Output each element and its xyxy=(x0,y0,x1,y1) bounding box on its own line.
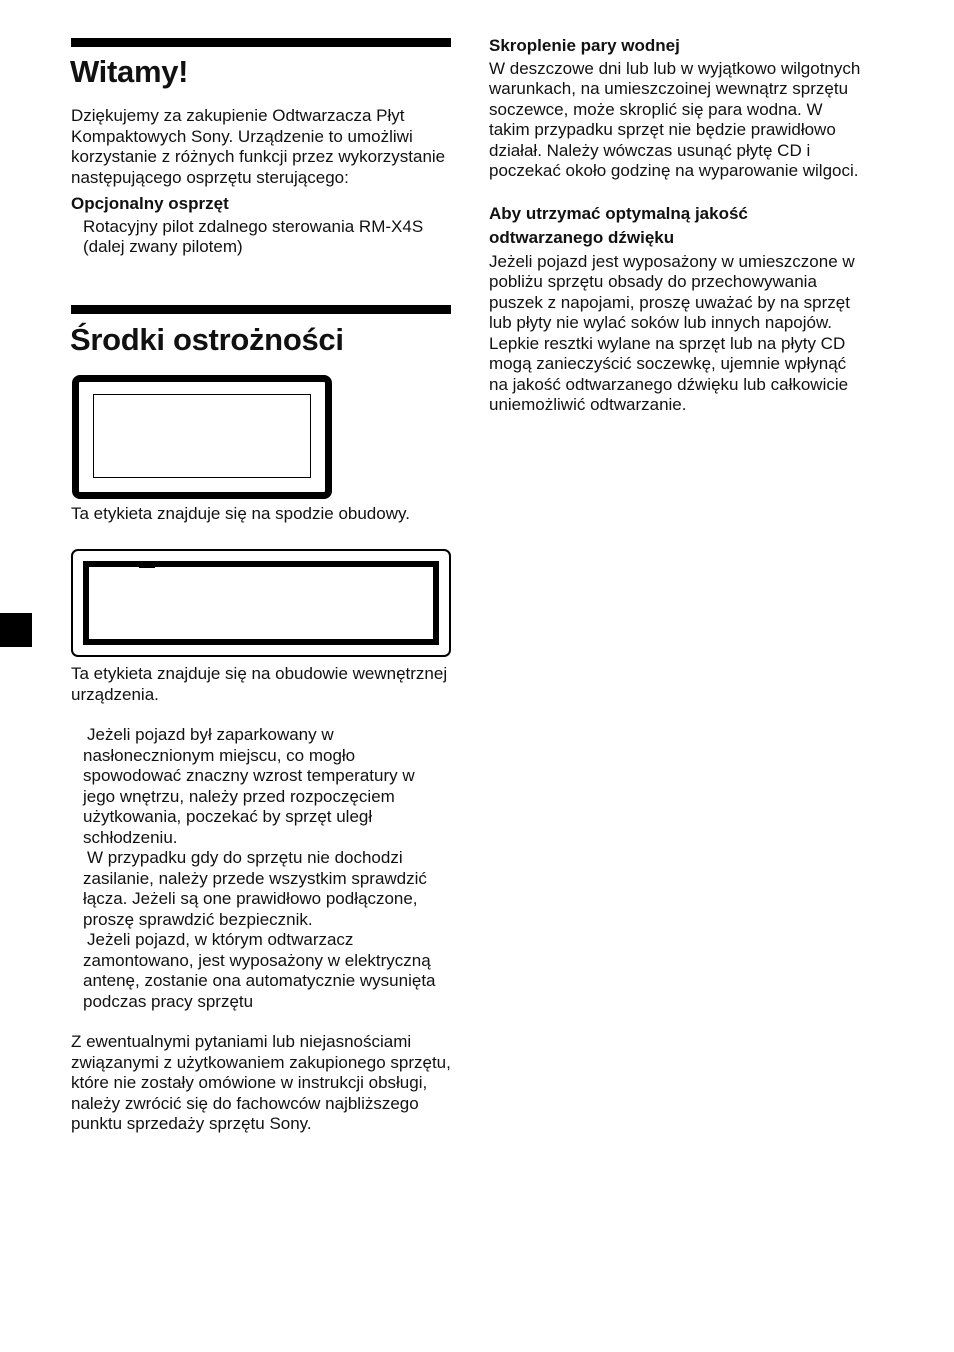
welcome-text: Dziękujemy za zakupienie Odtwarzacza Płyt Kompaktowych Sony. Urządzenie to umożliwi korzystanie z różnych funkcji przez wykorzystanie następującego osprzętu sterującego: xyxy=(71,106,446,187)
precautions-bullet-list xyxy=(71,725,451,1012)
page-edge-tab xyxy=(0,613,32,647)
caution-label-inner xyxy=(93,394,311,478)
caution-label-image xyxy=(72,375,332,499)
quality-text: Jeżeli pojazd jest wyposażony w umieszczone w pobliżu sprzętu obsady do przechowywania puszek z napojami, proszę uważać by na sprzęt lub płyty nie wylać soków lub innych napojów. Lepkie resztki wylane na sprzęt lub na płyty CD mogą zanieczyścić soczewkę, ujemnie wpłynąć na jakość odtwarzanego dźwięku lub całkowicie uniemożliwić odtwarzanie. xyxy=(489,251,855,414)
precautions-title: Środki ostrożności xyxy=(70,321,344,357)
label1-caption: Ta etykieta znajduje się na spodzie obudowy. xyxy=(71,503,410,523)
section-rule xyxy=(71,305,451,314)
bullet-item: Jeżeli pojazd, w którym odtwarzacz zamontowano, jest wyposażony w elektryczną antenę, zostanie ona automatycznie wysunięta podczas pracy sprzętu xyxy=(83,930,436,1011)
condensation-text: W deszczowe dni lub lub w wyjątkowo wilgotnych warunkach, na umieszczoinej wewnątrz sprzętu soczewce, może skroplić się para wodna. W takim przypadku sprzęt nie będzie prawidłowo działał. Należy wówczas usunąć płytę CD i poczekać około godzinę na wyparowanie wilgoci. xyxy=(489,58,861,180)
laser-label-inner xyxy=(83,561,439,645)
right-column xyxy=(489,36,879,416)
label2-caption: Ta etykieta znajduje się na obudowie wewnętrznej urządzenia. xyxy=(71,664,448,704)
section-rule xyxy=(71,38,451,47)
optional-text: Rotacyjny pilot zdalnego sterowania RM-X4S (dalej zwany pilotem) xyxy=(83,216,424,256)
closing-text: Z ewentualnymi pytaniami lub niejasnościami związanymi z użytkowaniem zakupionego sprzętu, które nie zostały omówione w instrukcji obsługi, należy zwrócić się do fachowców najbliższego punktu sprzedaży sprzętu Sony. xyxy=(71,1032,451,1133)
label-mark xyxy=(139,567,155,568)
quality-heading: Aby utrzymać optymalną jakość odtwarzanego dźwięku xyxy=(489,203,748,247)
bullet-item: Jeżeli pojazd był zaparkowany w nasłonecznionym miejscu, co mogło spowodować znaczny wzrost temperatury w jego wnętrzu, należy przed rozpoczęciem użytkowania, poczekać by sprzęt uległ schłodzeniu. xyxy=(83,725,415,847)
welcome-title: Witamy! xyxy=(70,54,189,89)
laser-label-image xyxy=(71,549,451,657)
left-column xyxy=(71,38,451,1135)
condensation-heading: Skroplenie pary wodnej xyxy=(489,36,680,55)
bullet-item: W przypadku gdy do sprzętu nie dochodzi zasilanie, należy przede wszystkim sprawdzić łącza. Jeżeli są one prawidłowo podłączone, proszę sprawdzić bezpiecznik. xyxy=(83,848,427,929)
optional-heading: Opcjonalny osprzęt xyxy=(71,194,229,213)
